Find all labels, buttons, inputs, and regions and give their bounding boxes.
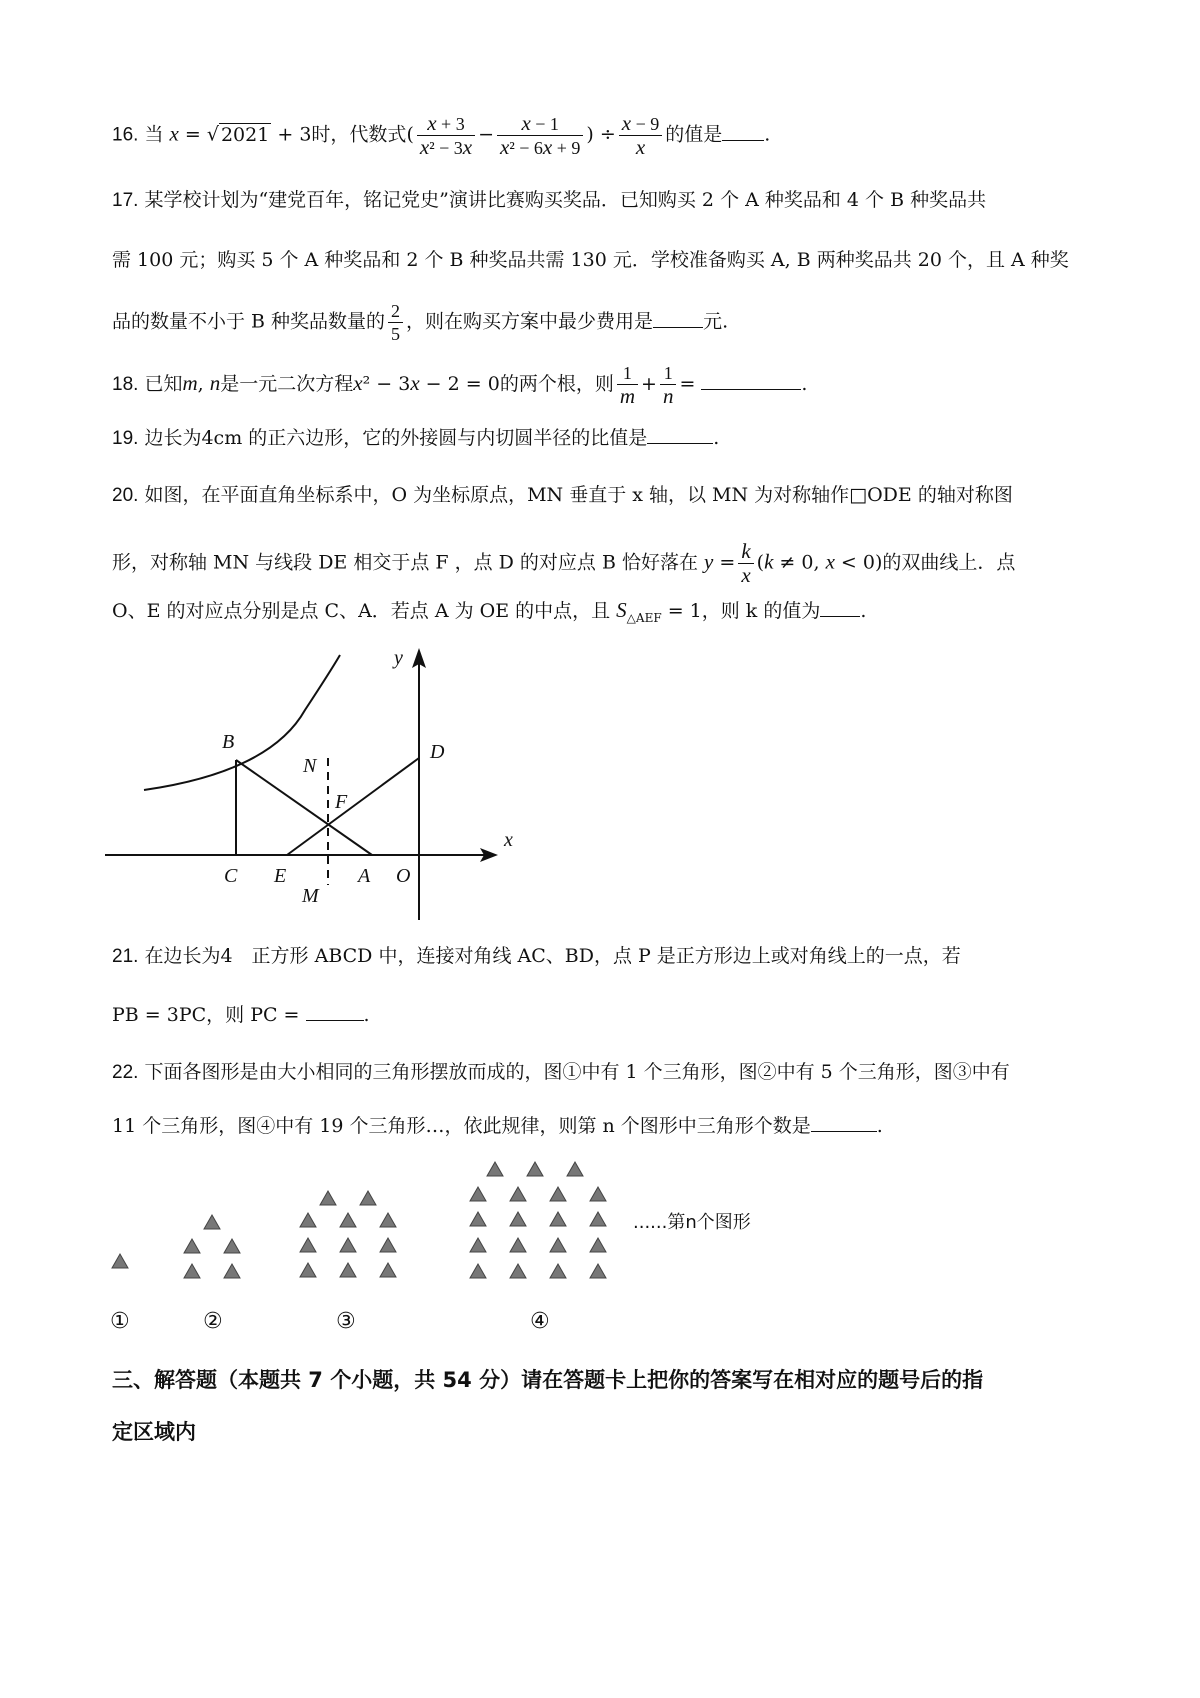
question-text: 如图，在平面直角坐标系中，O 为坐标原点，MN 垂直于 x 轴，以 MN 为对称轴作□ODE 的轴对称图 xyxy=(144,484,1013,506)
question-text: 11 个三角形，图④中有 19 个三角形…，依此规律，则第 n 个图形中三角形个数是 xyxy=(112,1115,811,1137)
label-x: x xyxy=(504,829,513,851)
question-19 xyxy=(112,425,719,451)
answer-blank[interactable] xyxy=(701,371,801,390)
question-text: 需 100 元；购买 5 个 A 种奖品和 2 个 B 种奖品共需 130 元．学校准备购买 A, B 两种奖品共 20 个，且 A 种奖 xyxy=(112,249,1069,271)
triangle-icon xyxy=(300,1238,316,1252)
answer-blank[interactable] xyxy=(811,1113,877,1132)
triangle-icon xyxy=(320,1191,336,1205)
triangle-icon xyxy=(510,1212,526,1226)
triangle-icon xyxy=(470,1264,486,1278)
question-text: 元. xyxy=(703,310,729,333)
triangle-icon xyxy=(590,1238,606,1252)
answer-blank[interactable] xyxy=(306,1002,364,1021)
label-F: F xyxy=(335,791,348,813)
period: . xyxy=(876,1115,883,1137)
triangle-icon xyxy=(470,1212,486,1226)
triangle-icon xyxy=(487,1162,503,1176)
question-text: 的值是 xyxy=(665,123,723,146)
question-text: 形，对称轴 MN 与线段 DE 相交于点 F ，点 D 的对应点 B 恰好落在 xyxy=(112,551,698,574)
triangle-icon xyxy=(360,1191,376,1205)
triangle-icon xyxy=(340,1213,356,1227)
triangle-icon xyxy=(340,1238,356,1252)
section-heading-line1: 三、解答题（本题共 7 个小题，共 54 分）请在答题卡上把你的答案写在相对应的题号后的指 xyxy=(112,1368,984,1392)
question-text: O、E 的对应点分别是点 C、A．若点 A 为 OE 的中点，且 xyxy=(112,600,611,622)
triangle-icon xyxy=(510,1187,526,1201)
question-number: 16. xyxy=(112,124,139,146)
label-M: M xyxy=(302,885,319,907)
label-y: y xyxy=(394,647,403,669)
nth-figure-label: ......第n个图形 xyxy=(633,1212,751,1233)
question-21-line1 xyxy=(112,944,961,969)
label-E: E xyxy=(274,865,287,887)
caption-1: ① xyxy=(110,1309,130,1334)
triangle-icon xyxy=(184,1264,200,1278)
label-O: O xyxy=(396,865,411,887)
question-number: 18. xyxy=(112,374,139,395)
label-N: N xyxy=(303,755,317,777)
label-B: B xyxy=(222,731,235,753)
triangle-icon xyxy=(550,1264,566,1278)
triangle-icon xyxy=(380,1263,396,1277)
caption-4: ④ xyxy=(530,1309,550,1334)
question-number: 20. xyxy=(112,485,139,506)
answer-blank[interactable] xyxy=(722,122,764,141)
label-D: D xyxy=(430,741,445,763)
triangle-icon xyxy=(224,1264,240,1278)
triangle-icon xyxy=(112,1254,128,1268)
question-number: 19. xyxy=(112,428,139,449)
question-text: 边长为4cm 的正六边形，它的外接圆与内切圆半径的比值是 xyxy=(144,427,648,449)
question-text: 的双曲线上．点 xyxy=(882,551,1016,574)
question-text: 的两个根，则 xyxy=(499,373,614,395)
question-text: PB = 3PC，则 PC = xyxy=(112,1004,300,1026)
answer-blank[interactable] xyxy=(653,309,703,328)
answer-blank[interactable] xyxy=(820,598,860,617)
question-17-line1 xyxy=(112,188,986,213)
caption-2: ② xyxy=(203,1309,223,1334)
triangle-pattern-figure xyxy=(100,1150,800,1340)
question-22-line1 xyxy=(112,1060,1010,1085)
question-text: 时，代数式 xyxy=(311,123,407,146)
label-C: C xyxy=(224,865,238,887)
question-text: ，则在购买方案中最少费用是 xyxy=(406,310,654,333)
question-20-line2: 形，对称轴 MN 与线段 DE 相交于点 F ，点 D 的对应点 B 恰好落在 y = $\frac{k}{x}$ (k ≠ 0, x < 0)的双曲线上．点 xyxy=(112,539,1016,587)
question-number: 22. xyxy=(112,1062,139,1083)
triangle-icon xyxy=(590,1212,606,1226)
triangle-icon xyxy=(300,1263,316,1277)
period: . xyxy=(860,600,867,622)
triangle-icon xyxy=(510,1238,526,1252)
triangle-icon xyxy=(510,1264,526,1278)
triangle-icon xyxy=(340,1263,356,1277)
period: . xyxy=(764,123,771,146)
question-text: 是一元二次方程 xyxy=(220,373,354,395)
triangle-icon xyxy=(590,1264,606,1278)
triangle-group xyxy=(112,1162,606,1278)
triangle-icon xyxy=(550,1238,566,1252)
question-text: 已知 xyxy=(144,373,183,395)
question-text: 当 xyxy=(144,123,164,146)
question-text: 在边长为4 正方形 ABCD 中，连接对角线 AC、BD，点 P 是正方形边上或对角线上的一点，若 xyxy=(144,945,961,967)
question-18: 18. 已知m, n是一元二次方程x² − 3x − 2 = 0的两个根，则 $\frac{1}{m}$ + $\frac{1}{n}$ = . xyxy=(112,363,808,408)
triangle-icon xyxy=(204,1215,220,1229)
question-20-line3: O、E 的对应点分别是点 C、A．若点 A 为 OE 的中点，且 $S_{\triangle AEF} = 1$，则 k 的值为 . xyxy=(112,598,867,625)
triangle-icon xyxy=(380,1213,396,1227)
question-21-line2 xyxy=(112,1002,370,1027)
period: . xyxy=(363,1004,370,1026)
question-16: 16. 当 x = √ 2021 + 3时，代数式( $\frac{x + 3}{\text{x² − 3x}}$ − $\frac{x - 1}{\text{x² − 6x + 9}}$ ) ÷ $\frac{x - 9}{x}$ 的值是 . xyxy=(112,111,771,159)
triangle-icon xyxy=(380,1238,396,1252)
answer-blank[interactable] xyxy=(647,425,713,444)
triangle-icon xyxy=(470,1238,486,1252)
question-number: 21. xyxy=(112,946,139,967)
triangle-icon xyxy=(184,1239,200,1253)
triangle-icon xyxy=(550,1212,566,1226)
triangle-icon xyxy=(224,1239,240,1253)
label-A: A xyxy=(358,865,371,887)
question-17-line3: 品的数量不小于 B 种奖品数量的 $\frac{2}{5}$ ，则在购买方案中最少费用是 元. xyxy=(112,301,729,344)
question-text: 品的数量不小于 B 种奖品数量的 xyxy=(112,310,386,333)
triangle-icon xyxy=(567,1162,583,1176)
question-20-line1 xyxy=(112,483,1013,508)
triangle-icon xyxy=(527,1162,543,1176)
triangle-icon xyxy=(550,1187,566,1201)
triangle-icon xyxy=(470,1187,486,1201)
section-heading-line2: 定区域内 xyxy=(112,1420,196,1444)
triangle-icon xyxy=(300,1213,316,1227)
question-17-line2 xyxy=(112,248,1069,272)
coordinate-figure xyxy=(100,640,560,925)
question-22-line2 xyxy=(112,1113,883,1138)
triangle-icon xyxy=(590,1187,606,1201)
caption-3: ③ xyxy=(336,1309,356,1334)
question-number: 17. xyxy=(112,190,139,211)
period: . xyxy=(801,373,808,395)
period: . xyxy=(713,427,720,449)
question-text: ，则 k 的值为 xyxy=(701,600,821,622)
question-text: 某学校计划为“建党百年，铭记党史”演讲比赛购买奖品．已知购买 2 个 A 种奖品和 4 个 B 种奖品共 xyxy=(144,189,987,211)
question-text: 下面各图形是由大小相同的三角形摆放而成的，图①中有 1 个三角形，图②中有 5 个三角形，图③中有 xyxy=(144,1061,1010,1083)
